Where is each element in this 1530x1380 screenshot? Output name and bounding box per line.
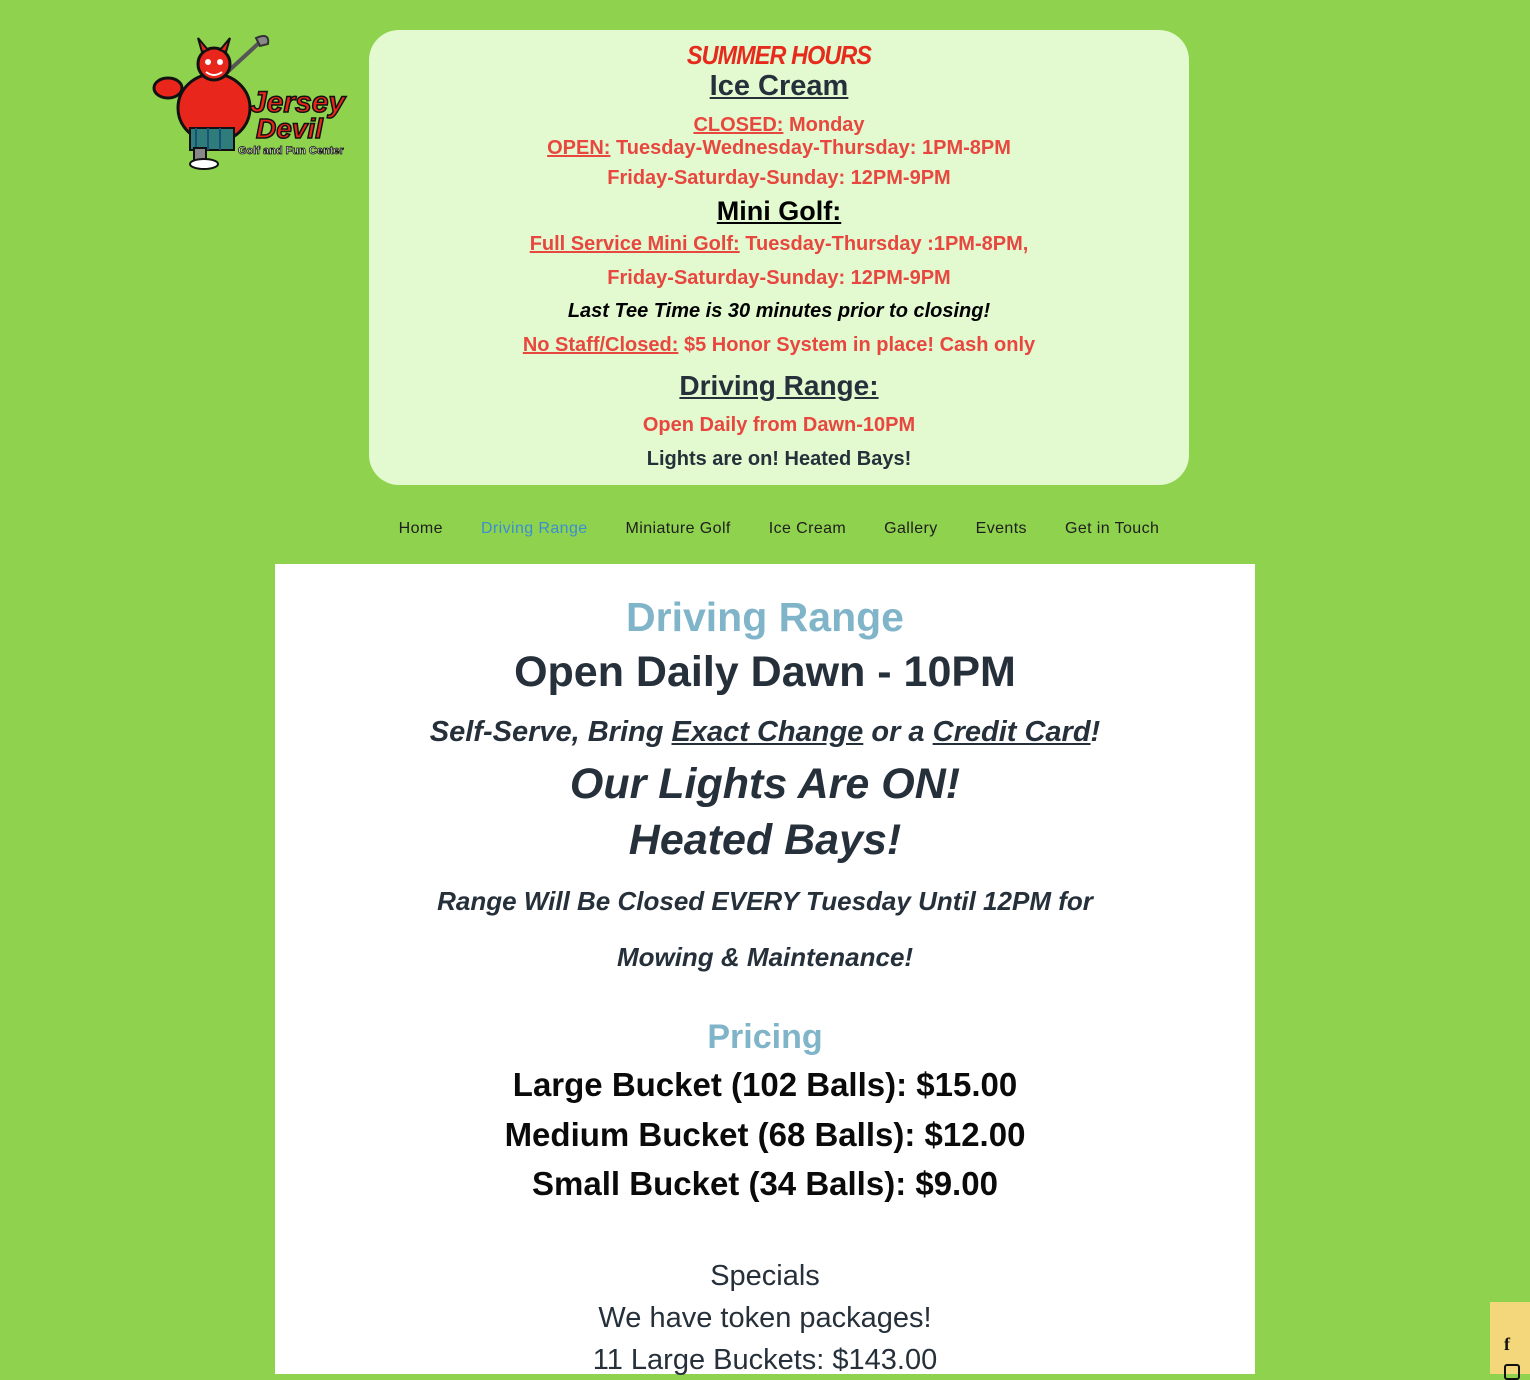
summer-hours-title: SUMMER HOURS xyxy=(686,40,872,70)
exact-change-text: Exact Change xyxy=(671,716,864,748)
specials-token-line: We have token packages! xyxy=(598,1302,932,1334)
driving-range-note: Lights are on! Heated Bays! xyxy=(646,448,912,470)
page-title: Driving Range xyxy=(626,594,904,640)
last-tee-note: Last Tee Time is 30 minutes prior to closing! xyxy=(567,300,991,322)
closed-value: Monday xyxy=(789,114,865,136)
pricing-heading: Pricing xyxy=(707,1018,823,1056)
price-small-bucket: Small Bucket (34 Balls): $9.00 xyxy=(532,1165,998,1202)
site-logo[interactable] xyxy=(152,30,352,172)
price-medium-bucket: Medium Bucket (68 Balls): $12.00 xyxy=(504,1116,1026,1153)
full-service-label: Full Service Mini Golf: xyxy=(529,233,740,255)
nav-driving-range[interactable]: Driving Range xyxy=(480,520,588,537)
full-service-value: Tuesday-Thursday :1PM-8PM, xyxy=(745,233,1029,255)
price-large-bucket: Large Bucket (102 Balls): $15.00 xyxy=(512,1066,1018,1103)
summer-hours-panel xyxy=(369,30,1189,485)
logo-text-jersey: Jersey xyxy=(250,86,346,119)
lights-heading: Our Lights Are ON! xyxy=(569,760,961,808)
nav-home[interactable]: Home xyxy=(398,520,443,537)
heated-bays-heading: Heated Bays! xyxy=(628,816,902,864)
main-nav xyxy=(369,512,1189,548)
nav-miniature-golf[interactable]: Miniature Golf xyxy=(625,520,731,537)
or-text: or a xyxy=(863,716,933,748)
self-serve-line xyxy=(275,716,1255,749)
social-bar xyxy=(1490,1302,1530,1374)
closed-notice-line1: Range Will Be Closed EVERY Tuesday Until 12PM for xyxy=(437,886,1093,916)
exclaim-text: ! xyxy=(1090,716,1101,748)
specials-large-buckets: 11 Large Buckets: $143.00 xyxy=(592,1344,938,1376)
open-value: Tuesday-Wednesday-Thursday: 1PM-8PM xyxy=(616,137,1011,159)
closed-notice-line2: Mowing & Maintenance! xyxy=(616,942,914,972)
driving-range-heading: Driving Range: xyxy=(679,370,879,401)
credit-card-text: Credit Card xyxy=(932,716,1091,748)
main-content xyxy=(275,564,1255,1374)
no-staff-line xyxy=(369,334,1189,357)
open-daily-heading: Open Daily Dawn - 10PM xyxy=(514,648,1016,696)
self-serve-text: Self-Serve, Bring xyxy=(429,716,672,748)
specials-heading: Specials xyxy=(710,1260,820,1292)
ice-cream-weekend-line: Friday-Saturday-Sunday: 12PM-9PM xyxy=(607,167,951,189)
ice-cream-open-line xyxy=(369,137,1189,160)
nav-gallery[interactable]: Gallery xyxy=(884,520,938,537)
mini-golf-full-service-line xyxy=(369,233,1189,256)
facebook-icon[interactable]: f xyxy=(1504,1334,1510,1354)
nav-get-in-touch[interactable]: Get in Touch xyxy=(1064,520,1160,537)
ice-cream-heading: Ice Cream xyxy=(709,70,849,102)
driving-range-hours: Open Daily from Dawn-10PM xyxy=(642,414,916,436)
mini-golf-heading: Mini Golf: xyxy=(716,196,842,226)
closed-label: CLOSED: xyxy=(693,114,784,136)
nav-events[interactable]: Events xyxy=(975,520,1027,537)
logo-tagline: Golf and Fun Center xyxy=(238,145,344,157)
no-staff-value: $5 Honor System in place! Cash only xyxy=(683,334,1036,356)
logo-text-devil: Devil xyxy=(256,113,323,144)
nav-ice-cream[interactable]: Ice Cream xyxy=(768,520,847,537)
mini-golf-weekend-line: Friday-Saturday-Sunday: 12PM-9PM xyxy=(607,267,951,289)
ice-cream-closed-line xyxy=(369,114,1189,137)
instagram-icon[interactable] xyxy=(1504,1364,1520,1380)
no-staff-label: No Staff/Closed: xyxy=(522,334,679,356)
open-label: OPEN: xyxy=(547,137,611,159)
